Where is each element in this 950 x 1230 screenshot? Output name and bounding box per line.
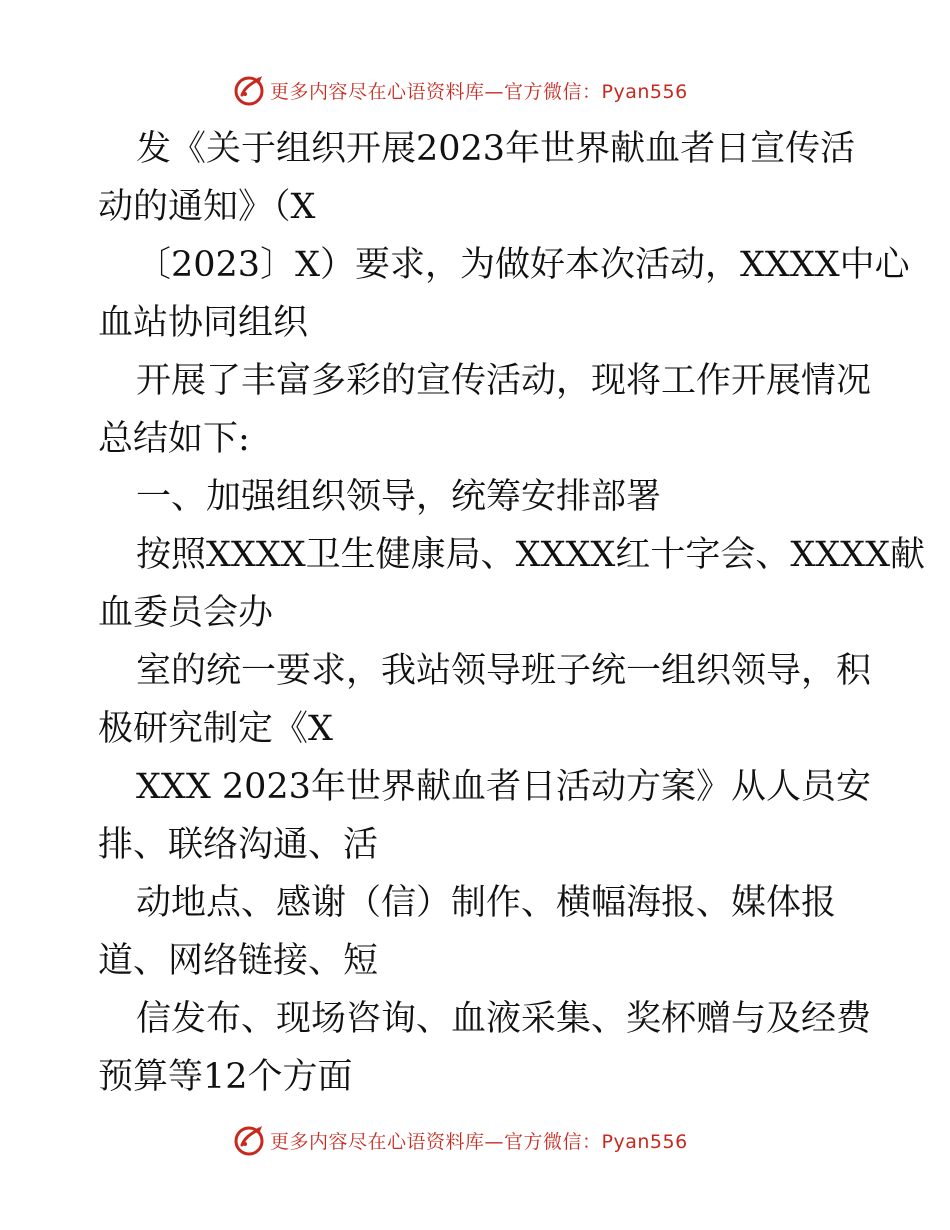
- pen-circle-logo-icon: [232, 73, 266, 107]
- header-banner: [232, 72, 688, 108]
- body-line: 总结如下:: [98, 419, 250, 459]
- body-line: 动地点、感谢（信）制作、横幅海报、媒体报: [136, 883, 837, 923]
- footer-banner-text: 更多内容尽在心语资料库—官方微信：Pyan556: [270, 1130, 688, 1153]
- body-line: 室的统一要求，我站领导班子统一组织领导，积: [136, 651, 872, 691]
- body-line: 血委员会办: [98, 593, 274, 633]
- footer-banner: [232, 1122, 688, 1158]
- body-line: 按照XXXX卫生健康局、XXXX红十字会、XXXX献: [136, 535, 926, 575]
- body-line: 排、联络沟通、活: [98, 825, 379, 865]
- body-line: 信发布、现场咨询、血液采集、奖杯赠与及经费: [136, 999, 872, 1039]
- body-line: 动的通知》（X: [98, 187, 316, 227]
- header-banner-text: 更多内容尽在心语资料库—官方微信：Pyan556: [270, 80, 688, 103]
- body-line: XXX 2023年世界献血者日活动方案》从人员安: [136, 767, 871, 807]
- body-line: 极研究制定《X: [98, 709, 333, 749]
- body-line: 道、网络链接、短: [98, 941, 379, 981]
- body-line: 发《关于组织开展2023年世界献血者日宣传活: [136, 129, 856, 169]
- body-line: 血站协同组织: [98, 303, 309, 343]
- document-body: [98, 120, 926, 1106]
- section-heading: 一、加强组织领导，统筹安排部署: [136, 477, 662, 517]
- body-line: 开展了丰富多彩的宣传活动，现将工作开展情况: [136, 361, 872, 401]
- body-line: 预算等12个方面: [98, 1057, 353, 1097]
- pen-circle-logo-icon: [232, 1123, 266, 1157]
- body-line: 〔2023〕X）要求，为做好本次活动，XXXX中心: [136, 245, 910, 285]
